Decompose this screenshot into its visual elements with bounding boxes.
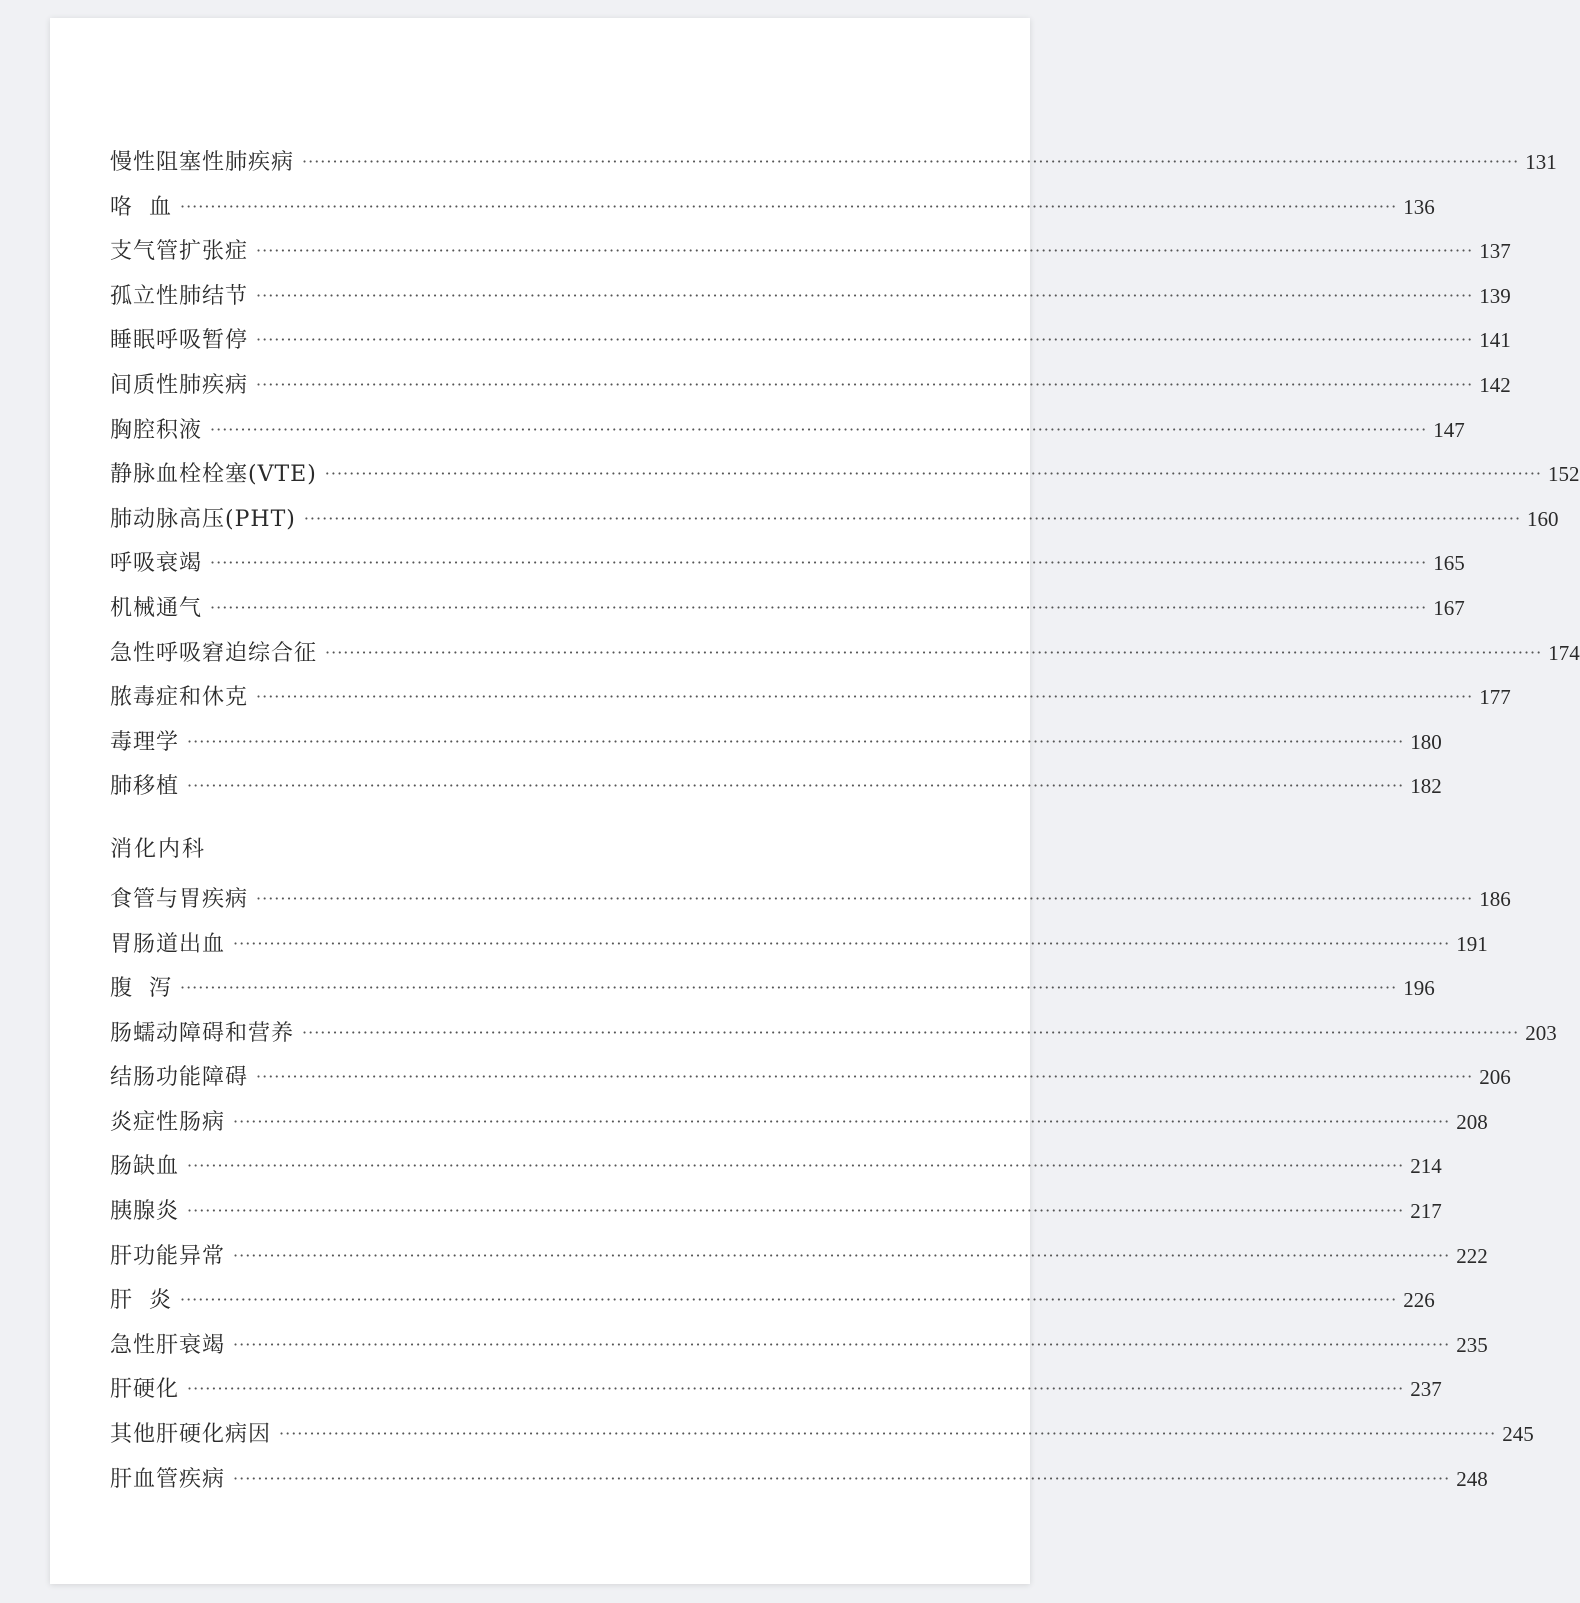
toc-entry-title: 静脉血栓栓塞(VTE) (110, 462, 317, 488)
toc-entry (110, 1189, 1442, 1234)
toc-entry-page: 177 (1479, 685, 1511, 710)
toc-entry-page: 186 (1479, 886, 1511, 911)
toc-entry-page: 196 (1403, 976, 1435, 1001)
toc-entry-page: 131 (1525, 150, 1557, 174)
toc-entry-title: 孤立性肺结节 (110, 283, 249, 309)
dot-leader: ········································································································································································································ (256, 1067, 1474, 1087)
toc-entry (110, 452, 1580, 497)
toc-entry (110, 1278, 1435, 1323)
dot-leader: ········································································································································································································ (256, 241, 1474, 261)
dot-leader: ········································································································································································································ (256, 888, 1474, 908)
toc-entry-title: 慢性阻塞性肺疾病 (110, 150, 295, 175)
toc-entry (110, 1323, 1488, 1368)
toc-entry-page: 222 (1456, 1243, 1488, 1268)
dot-leader: ········································································································································································································ (233, 1245, 1451, 1265)
dot-leader: ········································································································································································································ (324, 464, 1542, 484)
dot-leader: ········································································································································································································ (279, 1424, 1497, 1444)
toc-entry-title: 急性肝衰竭 (110, 1332, 226, 1358)
toc-entry (110, 877, 1511, 922)
dot-leader: ········································································································································································································ (187, 1201, 1405, 1221)
toc-entry (110, 274, 1511, 319)
toc-entry-page: 182 (1410, 774, 1442, 799)
toc-entry-page: 167 (1433, 595, 1465, 620)
toc-entry (110, 631, 1580, 676)
dot-leader: ········································································································································································································ (302, 1022, 1520, 1042)
toc-entry-title: 胸腔积液 (110, 417, 203, 443)
toc-entry-title: 间质性肺疾病 (110, 372, 249, 398)
toc-entry (110, 922, 1488, 967)
toc-entry-title: 肝硬化 (110, 1377, 180, 1403)
dot-leader: ········································································································································································································ (233, 1111, 1451, 1131)
toc-entry (110, 408, 1465, 453)
dot-leader: ········································································································································································································ (256, 374, 1474, 394)
toc-entry (110, 541, 1465, 586)
toc-entry-page: 208 (1456, 1109, 1488, 1134)
toc-entry (110, 966, 1435, 1011)
dot-leader: ········································································································································································································ (210, 597, 1428, 617)
toc-entry-page: 245 (1502, 1422, 1534, 1447)
toc-entry-title: 肺动脉高压(PHT) (110, 506, 296, 532)
dot-leader: ········································································································································································································ (256, 687, 1474, 707)
toc-entry (110, 1457, 1488, 1502)
toc-entry (110, 1144, 1442, 1189)
toc-entry-page: 217 (1410, 1199, 1442, 1224)
toc-entry-title: 呼吸衰竭 (110, 551, 203, 577)
dot-leader: ········································································································································································································ (233, 1334, 1451, 1354)
toc-entry (110, 1011, 1557, 1056)
dot-leader: ········································································································································································································ (210, 419, 1428, 439)
toc-entry (110, 764, 1442, 809)
toc-entry-page: 203 (1525, 1020, 1557, 1045)
toc-entry-page: 191 (1456, 931, 1488, 956)
dot-leader: ········································································································································································································ (256, 285, 1474, 305)
toc-entry-page: 152 (1547, 462, 1580, 487)
dot-leader: ········································································································································································································ (256, 330, 1474, 350)
toc-entry-page: 235 (1456, 1332, 1488, 1357)
toc-entry-title: 急性呼吸窘迫综合征 (110, 640, 318, 666)
toc-entry-title: 肠蠕动障碍和营养 (110, 1020, 295, 1046)
toc-entry-page: 214 (1410, 1154, 1442, 1179)
toc-entry-page: 248 (1456, 1466, 1488, 1491)
dot-leader: ········································································································································································································ (302, 152, 1520, 171)
dot-leader: ········································································································································································································ (210, 553, 1428, 573)
dot-leader: ········································································································································································································ (325, 642, 1543, 662)
toc-entry-title: 食管与胃疾病 (110, 886, 249, 912)
toc-entry-page: 165 (1433, 551, 1465, 576)
toc-entry (110, 586, 1465, 631)
toc-entry (110, 229, 1511, 274)
toc-part2-list (110, 877, 1557, 1501)
toc-entry (110, 363, 1511, 408)
toc-entry (110, 185, 1435, 230)
toc-entry-title: 机械通气 (110, 595, 203, 621)
dot-leader: ········································································································································································································ (233, 933, 1451, 953)
toc-entry-page: 141 (1479, 328, 1511, 353)
toc-entry-page: 206 (1479, 1065, 1511, 1090)
toc-entry (110, 675, 1511, 720)
section-heading: 消化内科 (110, 836, 207, 862)
toc-entry-title: 睡眠呼吸暂停 (110, 328, 249, 354)
toc-entry-page: 237 (1410, 1377, 1442, 1402)
toc-entry-title: 肝血管疾病 (110, 1466, 226, 1492)
toc-entry (110, 1367, 1442, 1412)
dot-leader: ········································································································································································································ (303, 508, 1522, 528)
dot-leader: ········································································································································································································ (180, 1290, 1398, 1310)
toc-entry-title: 肝 炎 (110, 1288, 172, 1314)
toc-entry-page: 136 (1403, 194, 1435, 219)
toc-entry-title: 毒理学 (110, 729, 180, 755)
dot-leader: ········································································································································································································ (187, 776, 1405, 796)
toc-entry-title: 支气管扩张症 (110, 239, 249, 265)
toc-entry-page: 142 (1479, 372, 1511, 397)
toc-entry-page: 180 (1410, 729, 1442, 754)
toc-entry (110, 720, 1442, 765)
toc-entry-title: 脓毒症和休克 (110, 685, 249, 711)
toc-entry (110, 1412, 1534, 1457)
toc-entry-title: 胰腺炎 (110, 1199, 180, 1225)
toc-entry (110, 1055, 1511, 1100)
dot-leader: ········································································································································································································ (187, 1156, 1405, 1176)
toc-entry (110, 1234, 1488, 1279)
toc-entry-title: 肠缺血 (110, 1154, 180, 1180)
toc-entry (110, 1100, 1488, 1145)
toc-entry-title: 其他肝硬化病因 (110, 1422, 272, 1448)
toc-entry-page: 174 (1548, 640, 1580, 665)
toc-entry-page: 147 (1433, 417, 1465, 442)
toc-entry-title: 结肠功能障碍 (110, 1065, 249, 1091)
toc-entry-page: 139 (1479, 283, 1511, 308)
toc-entry-title: 胃肠道出血 (110, 931, 226, 957)
toc-entry (110, 318, 1511, 363)
toc-entry-title: 肺移植 (110, 774, 180, 800)
dot-leader: ········································································································································································································ (180, 196, 1398, 216)
toc-entry-title: 咯 血 (110, 194, 172, 220)
toc-entry-title: 腹 泻 (110, 976, 172, 1002)
toc-entry (110, 140, 1557, 185)
toc-entry-page: 160 (1527, 506, 1559, 531)
toc-part1-list (110, 140, 1580, 809)
toc-entry-page: 226 (1403, 1288, 1435, 1313)
dot-leader: ········································································································································································································ (233, 1468, 1451, 1488)
table-of-contents (110, 140, 1580, 1501)
dot-leader: ········································································································································································································ (180, 978, 1398, 998)
dot-leader: ········································································································································································································ (187, 731, 1405, 751)
toc-entry-title: 肝功能异常 (110, 1243, 226, 1269)
toc-entry-page: 137 (1479, 239, 1511, 264)
toc-entry (110, 497, 1559, 542)
dot-leader: ········································································································································································································ (187, 1379, 1405, 1399)
toc-entry-title: 炎症性肠病 (110, 1109, 226, 1135)
